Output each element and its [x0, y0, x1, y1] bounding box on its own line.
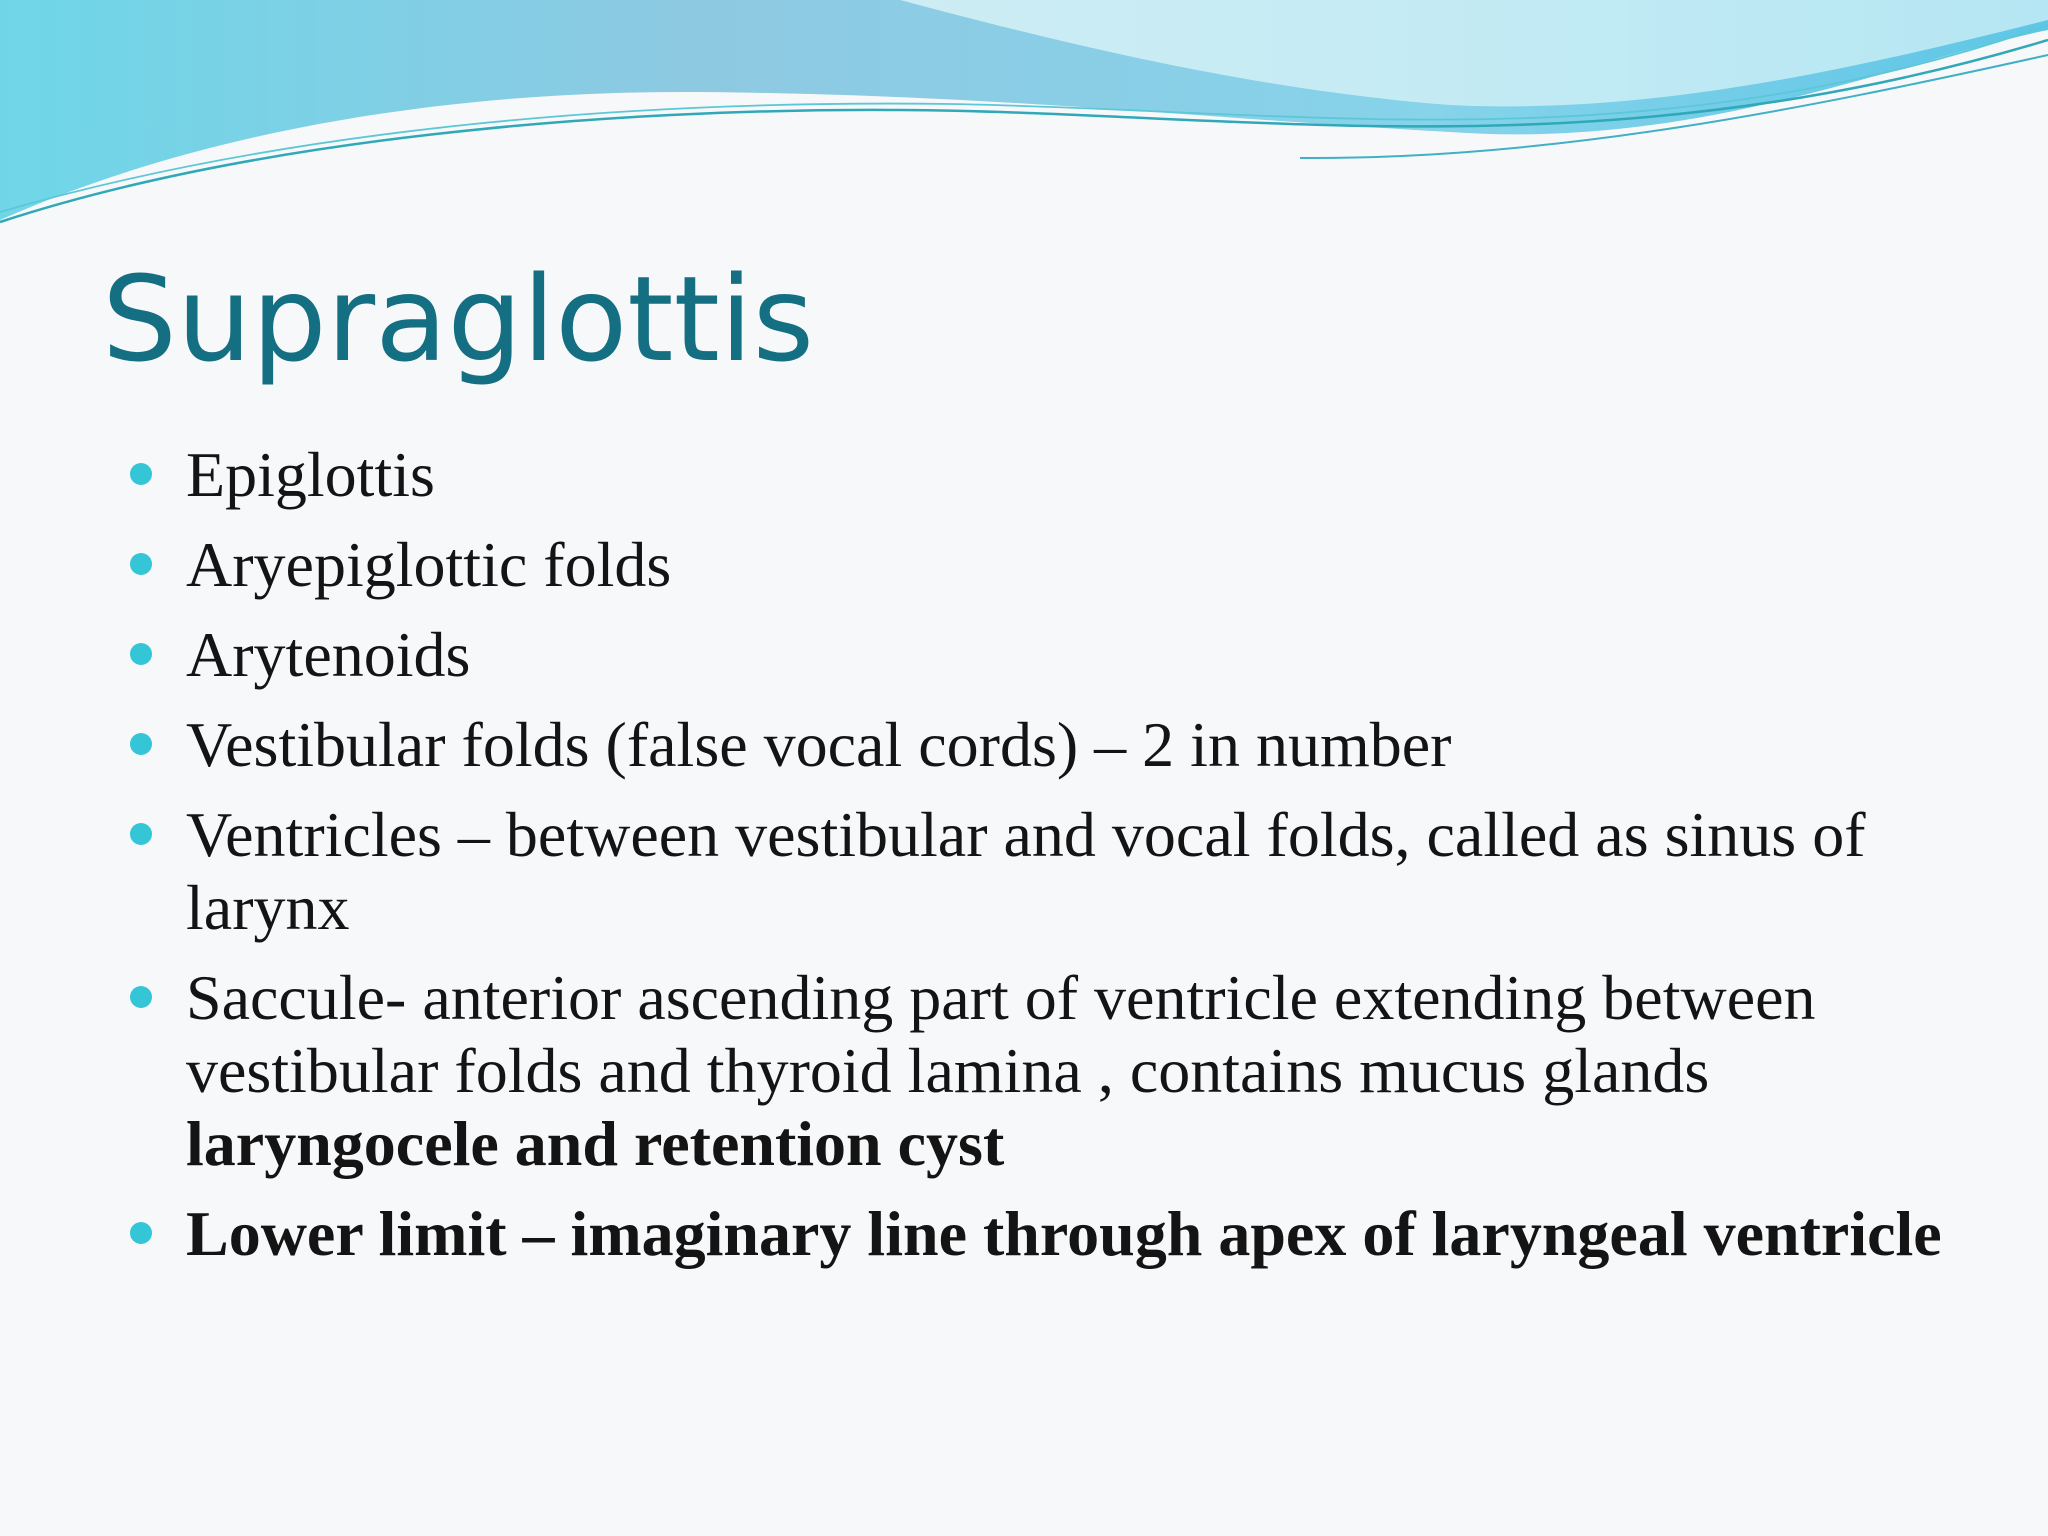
bullet-text: Lower limit – imaginary line through apex of laryngeal ventricle: [186, 1198, 1942, 1269]
bullet-dot-icon: [130, 643, 152, 665]
bullet-emphasis: laryngocele and retention cyst: [186, 1108, 1005, 1179]
bullet-item-ventricles: [130, 798, 1950, 944]
bullet-item-saccule: [130, 961, 1950, 1180]
wave-banner: [0, 0, 2048, 240]
bullet-dot-icon: [130, 553, 152, 575]
bullet-dot-icon: [130, 986, 152, 1008]
slide-title: Supraglottis: [102, 250, 815, 388]
bullet-dot-icon: [130, 1222, 152, 1244]
bullet-dot-icon: [130, 823, 152, 845]
bullet-item-lower-limit: [130, 1197, 1950, 1270]
bullet-text: Epiglottis: [186, 439, 435, 510]
bullet-text: Arytenoids: [186, 619, 471, 690]
bullet-item-epiglottis: [130, 438, 1950, 511]
bullet-text: Ventricles – between vestibular and vocal folds, called as sinus of larynx: [186, 799, 1866, 943]
bullet-item-aryepiglottic-folds: [130, 528, 1950, 601]
bullet-item-arytenoids: [130, 618, 1950, 691]
bullet-list: [130, 438, 1950, 1287]
bullet-text: Saccule- anterior ascending part of ventricle extending between vestibular folds and thyroid lamina , contains mucus glands: [186, 962, 1816, 1106]
bullet-dot-icon: [130, 463, 152, 485]
bullet-text: Aryepiglottic folds: [186, 529, 672, 600]
bullet-dot-icon: [130, 733, 152, 755]
bullet-text: Vestibular folds (false vocal cords) – 2 in number: [186, 709, 1452, 780]
bullet-item-vestibular-folds: [130, 708, 1950, 781]
